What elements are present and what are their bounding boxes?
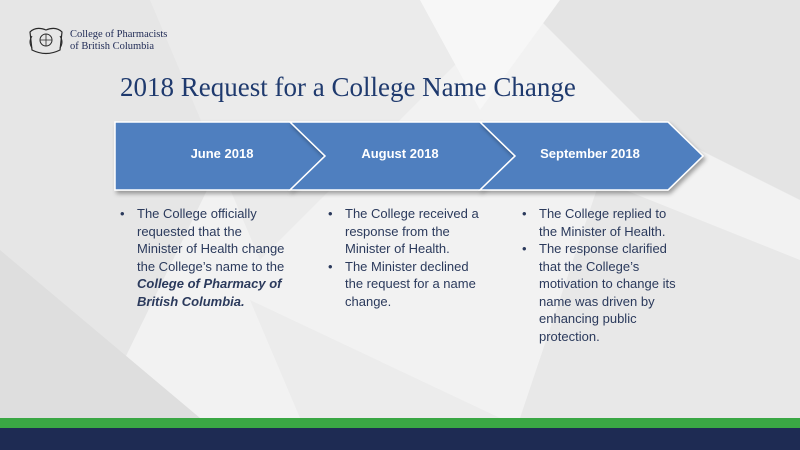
september-bullets [519, 205, 679, 345]
list-item: • The response clarified that the College’s motivation to change its name was driven by enhancing public protection. [519, 240, 679, 345]
page-title: 2018 Request for a College Name Change [120, 72, 576, 102]
list-item: • The College replied to the Minister of Health. [519, 205, 679, 240]
june-bullet-text: The College officially requested that the Minister of Health change the College’s name to the [137, 206, 285, 274]
august-bullets [325, 205, 481, 310]
timeline-label-august: August 2018 [361, 146, 439, 161]
logo-line-1: College of Pharmacists [70, 29, 168, 40]
footer-navy-band [0, 428, 800, 450]
timeline-label-september: September 2018 [540, 146, 640, 161]
june-bullet-emphasis: College of Pharmacy of British Columbia. [137, 276, 282, 309]
list-item: • The College received a response from the Minister of Health. [325, 205, 481, 258]
logo-line-2: of British Columbia [70, 41, 154, 52]
june-bullets [117, 205, 289, 310]
timeline-label-june: June 2018 [190, 146, 254, 161]
list-item [117, 205, 289, 310]
footer-green-band [0, 418, 800, 428]
list-item: • The Minister declined the request for a name change. [325, 258, 481, 311]
